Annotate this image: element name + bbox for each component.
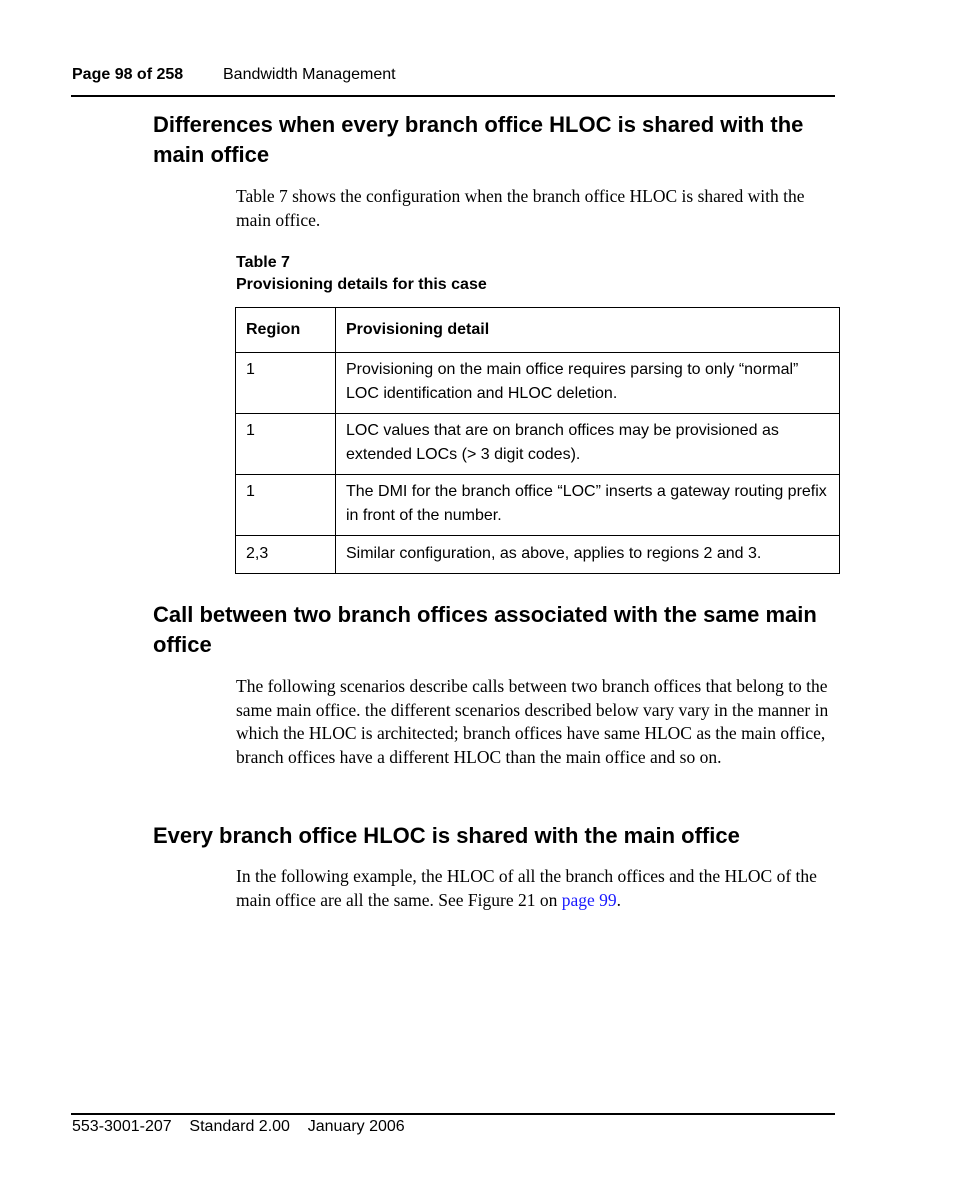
region-cell: 1 (236, 353, 336, 414)
footer-rule (71, 1113, 835, 1115)
table-title: Provisioning details for this case (236, 276, 487, 293)
column-header-region: Region (236, 308, 336, 353)
heading-differences: Differences when every branch office HLOC is shared with the main office (153, 112, 804, 167)
table-caption (236, 252, 487, 296)
header-rule (71, 95, 835, 97)
region-cell: 1 (236, 475, 336, 536)
provisioning-table (235, 307, 840, 574)
table-row (236, 536, 840, 574)
doc-number: 553-3001-207 (72, 1118, 172, 1135)
paragraph-differences: Table 7 shows the configuration when the branch office HLOC is shared with the main office. (236, 186, 805, 230)
table-row (236, 414, 840, 475)
table-row (236, 475, 840, 536)
standard-version: Standard 2.00 (189, 1118, 290, 1135)
table-header-row (236, 308, 840, 353)
paragraph-text: In the following example, the HLOC of all the branch offices and the HLOC of the main office are all the same. See Figure 21 on (236, 866, 817, 910)
heading-call-between-branches: Call between two branch offices associated with the same main office (153, 602, 817, 657)
detail-cell: LOC values that are on branch offices may be provisioned as extended LOCs (> 3 digit codes). (336, 414, 840, 475)
column-header-detail: Provisioning detail (336, 308, 840, 353)
detail-cell: The DMI for the branch office “LOC” inserts a gateway routing prefix in front of the number. (336, 475, 840, 536)
table-number: Table 7 (236, 254, 290, 271)
section-title: Bandwidth Management (223, 66, 396, 83)
region-cell: 2,3 (236, 536, 336, 574)
page-header (72, 66, 835, 86)
paragraph-call-between-branches: The following scenarios describe calls between two branch offices that belong to the same main office. the different scenarios described below vary vary in the manner in which the HLOC is architected; branch offices have same HLOC as the main office, branch offices have a different HLOC than the main office and so on. (236, 676, 829, 767)
table-row (236, 353, 840, 414)
region-cell: 1 (236, 414, 336, 475)
page-link[interactable]: page 99 (561, 889, 617, 910)
detail-cell: Similar configuration, as above, applies to regions 2 and 3. (336, 536, 840, 574)
page-footer (72, 1118, 405, 1136)
heading-every-branch-shared: Every branch office HLOC is shared with the main office (153, 823, 740, 848)
paragraph-every-branch-shared (236, 865, 836, 912)
paragraph-end: . (616, 889, 622, 910)
detail-cell: Provisioning on the main office requires parsing to only “normal” LOC identification and HLOC deletion. (336, 353, 840, 414)
publication-date: January 2006 (307, 1118, 405, 1135)
page-number: Page 98 of 258 (72, 66, 184, 83)
